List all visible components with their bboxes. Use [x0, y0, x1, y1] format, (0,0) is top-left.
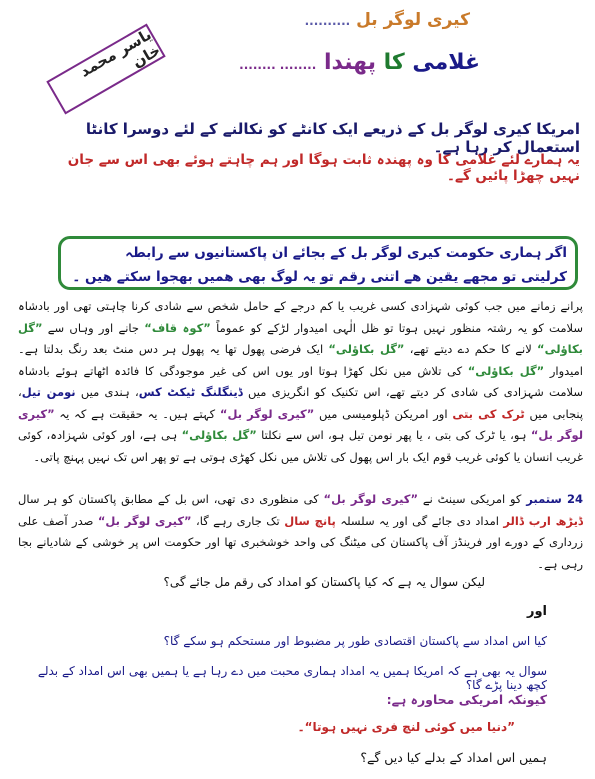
american-proverb: ”دنیا میں کوئی لنچ فری نہیں ہوتا“۔ [297, 720, 515, 734]
p1-text-d: ایک فرضی پھول تھا یہ پھول ہر دس منٹ بعد رنگ بدلتا ہے۔ امیدوار [18, 342, 584, 378]
p2-text-b: کی منظوری دی تھی، اس بل کے مطابق پاکستان کو ہر سال [18, 492, 319, 506]
question-3: سوال یہ بھی ہے کہ امریکا ہمیں یہ امداد ہماری محبت میں دے رہا ہے یا ہمیں بھی اس امداد کے بدلے کچھ دینا پڑے گا؟ [37, 664, 547, 692]
body-paragraph-2 [18, 489, 583, 575]
kicker-title [280, 10, 470, 30]
p1-text-k: ہی ہے، اور کوئی شہزادہ، کوئی غریب انسان یا کوئی غریب قوم ایک بار اس پھول کی تلاش میں نکل کھڑی ہوتی ہے تو پھر اس تک نہیں پہنچ پاتی۔ [18, 428, 583, 464]
p1-text-b: جانے اور وہاں سے [47, 320, 140, 335]
quote-line-2: کرلیتی تو مجھے یقین ھے اتنی رقم تو یہ لوگ بھی ھمیں بھجوا سکتے ھیں ۔ [72, 269, 567, 285]
p2-kerry-lugar-2: ”کیری لوگر بل“ [97, 513, 192, 528]
kicker-dots: .......... [304, 14, 351, 28]
p1-text-e: کی تلاش میں نکل کھڑا ہوتا اور یوں اس کی غیر موجودگی کا فائدہ اٹھاتے ہوئے بادشاہ سلامت شہزادی کی شادی کر دیتے تھے، اس تکنیک کو انگریزی میں [18, 363, 584, 399]
highlight-quote-box [58, 236, 578, 290]
question-1: لیکن سوال یہ ہے کہ کیا پاکستان کو امداد کی رقم مل جائے گی؟ [163, 575, 485, 589]
p2-years: پانچ سال [284, 513, 336, 528]
p1-kerry-lugar-2: ”کیری لوگر بل“ [18, 406, 584, 442]
p1-text-j: ہو، یا ٹرک کی بتی ، یا پھر نومن تیل ہو، اس سے نکلتا [261, 428, 527, 442]
author-name: یاسر محمد خان [76, 25, 164, 81]
p1-kerry-lugar-1: ”کیری لوگر بل“ [219, 406, 315, 421]
p1-text-a: پرانے زمانے میں جب کوئی شہزادی کسی غریب یا کم درجے کے حامل شخص سے شادی کرنا چاہتی تھی اور بادشاہ سلامت کو یہ رشتہ منظور نہیں ہوتا تو ظل الٰہی امیدوار لڑکے کو عموماً [18, 299, 584, 335]
question-final: ہمیں اس امداد کے بدلے کیا دیں گے؟ [360, 750, 547, 765]
p2-date: 24 ستمبر [526, 492, 584, 506]
p1-koh-qaf: ”کوہ قاف“ [144, 320, 211, 335]
p1-text-h: اور امریکن ڈپلومیسی میں [319, 406, 448, 421]
p2-text-c: امداد دی جائے گی اور یہ سلسلہ [340, 513, 499, 528]
question-2: کیا اس امداد سے پاکستان اقتصادی طور پر مضبوط اور مستحکم ہو سکے گا؟ [163, 634, 547, 648]
p2-text-d: تک جاری رہے گا، [196, 513, 280, 528]
p1-text-g: ، پنجابی میں [18, 385, 584, 421]
page-title [220, 50, 480, 75]
title-dots: ........ ........ [239, 58, 317, 72]
p1-gul-bakawli-3: ”گل بکاؤلی“ [467, 363, 545, 378]
p1-truck-ki-batti: ٹرک کی بتی [452, 406, 525, 421]
title-word-phanda: پھندا [323, 50, 376, 75]
and-connector: اور [526, 604, 547, 619]
author-stamp [46, 24, 165, 115]
p1-text-f: ، ہندی میں [80, 385, 139, 399]
p2-kerry-lugar-1: ”کیری لوگر بل“ [323, 492, 419, 506]
p2-text-e: صدر آصف علی زرداری کے دورے اور فرینڈز آف پاکستان کی میٹنگ کی واحد خوشخبری تھا اور حکومت اس پر خوشی کے شادیانے بجا رہی ہے۔ [18, 513, 583, 571]
american-proverb-label: کیونکہ امریکی محاورہ ہے: [386, 692, 547, 707]
intro-line-2: یہ ہمارے لئے غلامی کا وہ پھندہ ثابت ہوگا اور ہم چاہتے ہوئے بھی اس سے جان نہیں چھڑا پائیں گے۔ [67, 152, 580, 184]
p1-text-c: لانے کا حکم دے دیتے تھے، [409, 342, 532, 356]
body-paragraph-1 [18, 296, 583, 468]
title-word-ka: کا [383, 50, 405, 75]
p1-noman-tel: نومن تیل [21, 385, 76, 399]
p1-gul-bakawli-4: ”گل بکاؤلی“ [181, 428, 257, 442]
p1-gul-bakawli-1: ”گل بکاؤلی“ [18, 320, 583, 356]
p1-dangling-carrot: ڈینگلنگ ٹیکٹ کس [138, 385, 243, 399]
p1-text-i: کہتے ہیں۔ یہ حقیقت ہے کہ یہ [59, 406, 216, 421]
intro-line-1: امریکا کیری لوگر بل کے ذریعے ایک کانٹے کو نکالنے کے لئے دوسرا کانٹا استعمال کر رہا ہے۔ [85, 120, 580, 156]
quote-line-1: اگر ہماری حکومت کیری لوگر بل کے بجائے ان پاکستانیوں سے رابطہ [125, 245, 567, 261]
p1-gul-bakawli-2: ”گل بکاؤلی“ [328, 342, 405, 356]
p2-amount: ڈیڑھ ارب ڈالر [503, 513, 584, 528]
kicker-text: کیری لوگر بل [356, 10, 470, 30]
p2-text-a: کو امریکی سینٹ نے [422, 492, 522, 506]
title-word-ghulami: غلامی [412, 50, 480, 75]
